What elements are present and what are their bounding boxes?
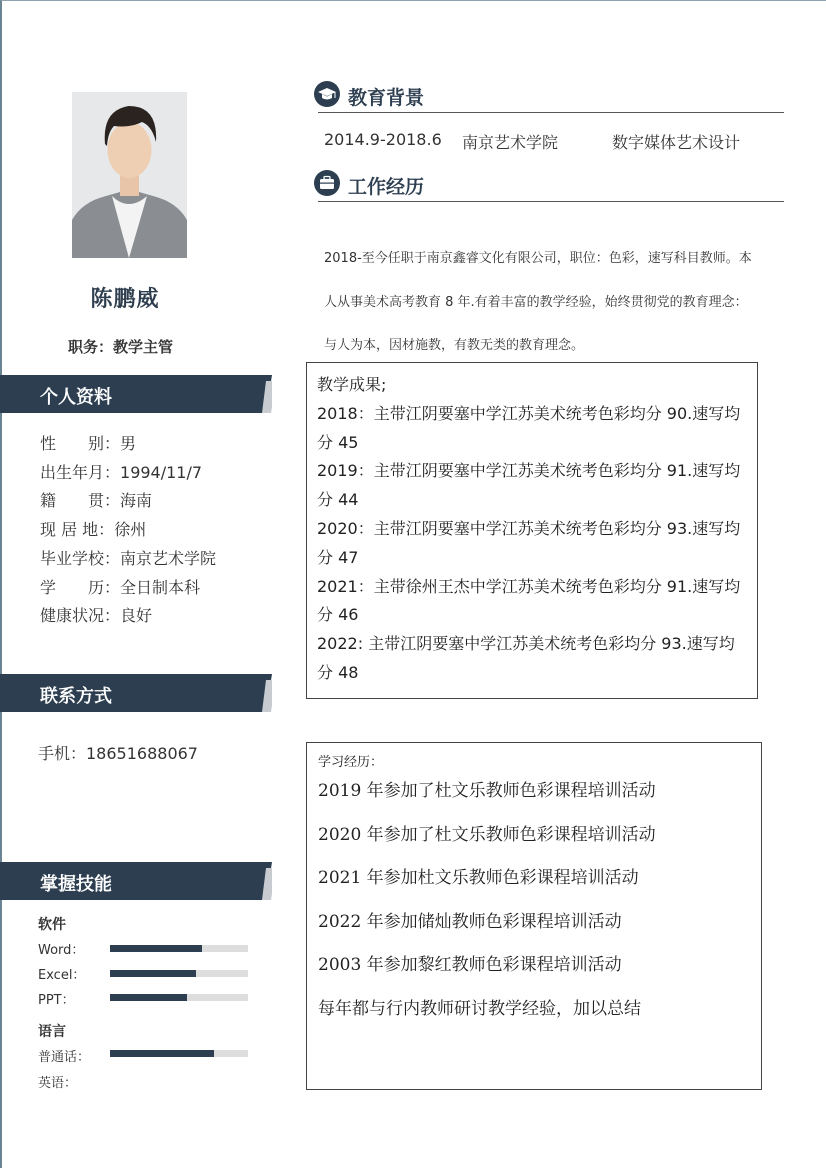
info-label: 现 居 地： bbox=[40, 520, 115, 539]
education-title: 教育背景 bbox=[348, 87, 425, 109]
achievement-line: 2018：主带江阴要塞中学江苏美术统考色彩均分 90.速写均 bbox=[317, 403, 741, 423]
achievement-line: 分 44 bbox=[317, 490, 359, 510]
study-title: 学习经历： bbox=[318, 755, 384, 770]
education-period: 2014.9-2018.6 bbox=[324, 130, 442, 149]
info-row-school bbox=[40, 546, 216, 569]
achievement-line: 2022: 主带江阴要塞中学江苏美术统考色彩均分 93.速写均 bbox=[317, 634, 735, 654]
info-label: 学 历： bbox=[40, 578, 121, 597]
skills-header bbox=[0, 862, 272, 900]
skill-label-word: Word： bbox=[38, 943, 85, 958]
work-description-line: 与人为本，因材施教，有教无类的教育理念。 bbox=[324, 338, 585, 353]
skill-bar-word bbox=[110, 945, 248, 952]
section-divider bbox=[318, 201, 784, 202]
achievement-line: 分 46 bbox=[317, 605, 359, 625]
skill-bar-excel bbox=[110, 970, 248, 977]
skill-bar-fill bbox=[110, 970, 196, 977]
software-category: 软件 bbox=[38, 917, 66, 933]
skill-label-excel: Excel： bbox=[38, 968, 86, 983]
work-description-line: 人从事美术高考教育 8 年.有着丰富的教学经验，始终贯彻党的教育理念： bbox=[324, 295, 748, 310]
study-box bbox=[306, 742, 762, 1090]
personal-info-title: 个人资料 bbox=[40, 387, 112, 408]
info-value: 良好 bbox=[120, 606, 153, 625]
study-item: 每年都与行内教师研讨教学经验，加以总结 bbox=[318, 998, 641, 1019]
achievement-line: 2021：主带徐州王杰中学江苏美术统考色彩均分 91.速写均 bbox=[317, 576, 741, 596]
contact-title: 联系方式 bbox=[40, 686, 112, 707]
achievement-line: 分 45 bbox=[317, 432, 359, 452]
info-row-origin bbox=[40, 488, 152, 511]
study-item: 2020 年参加了杜文乐教师色彩课程培训活动 bbox=[318, 824, 656, 845]
info-label: 毕业学校： bbox=[40, 549, 121, 568]
info-label: 性 别： bbox=[40, 434, 121, 453]
achievement-line: 2019：主带江阴要塞中学江苏美术统考色彩均分 91.速写均 bbox=[317, 461, 741, 481]
info-value: 男 bbox=[120, 434, 137, 453]
personal-info-header bbox=[0, 375, 272, 413]
info-row-gender bbox=[40, 431, 136, 454]
info-value: 徐州 bbox=[114, 520, 147, 539]
study-item: 2021 年参加杜文乐教师色彩课程培训活动 bbox=[318, 868, 639, 888]
info-value: 海南 bbox=[120, 491, 153, 510]
skills-title: 掌握技能 bbox=[40, 874, 112, 895]
achievements-title: 教学成果; bbox=[317, 375, 387, 394]
job-position: 职务：教学主管 bbox=[68, 338, 174, 356]
skill-bar-ppt bbox=[110, 994, 248, 1001]
info-row-health bbox=[40, 603, 152, 626]
achievement-line: 分 47 bbox=[317, 547, 359, 567]
profile-photo bbox=[72, 92, 187, 258]
skill-bar-mandarin bbox=[110, 1050, 248, 1057]
skill-bar-fill bbox=[110, 945, 202, 952]
info-row-residence bbox=[40, 517, 146, 540]
study-item: 2019 年参加了杜文乐教师色彩课程培训活动 bbox=[318, 781, 656, 801]
work-title: 工作经历 bbox=[348, 176, 425, 198]
contact-header bbox=[0, 674, 272, 712]
graduation-cap-icon bbox=[314, 81, 340, 107]
achievement-line: 分 48 bbox=[317, 662, 359, 682]
skill-bar-fill bbox=[110, 1050, 214, 1057]
info-value: 南京艺术学院 bbox=[120, 549, 217, 568]
achievements-box bbox=[306, 362, 758, 699]
info-label: 出生年月： bbox=[40, 463, 121, 482]
study-item: 2022 年参加储灿教师色彩课程培训活动 bbox=[318, 911, 622, 932]
phone-number: 手机：18651688067 bbox=[38, 744, 198, 763]
language-category: 语言 bbox=[38, 1024, 66, 1040]
skill-label-mandarin: 普通话： bbox=[38, 1050, 91, 1065]
education-school: 南京艺术学院 bbox=[462, 133, 559, 152]
work-description-line: 2018-至今任职于南京鑫睿文化有限公司，职位：色彩，速写科目教师。本 bbox=[324, 251, 752, 266]
skill-label-ppt: PPT： bbox=[38, 993, 75, 1008]
info-label: 健康状况： bbox=[40, 606, 121, 625]
study-item: 2003 年参加黎红教师色彩课程培训活动 bbox=[318, 955, 622, 975]
info-row-birth bbox=[40, 460, 202, 483]
info-value: 全日制本科 bbox=[120, 578, 201, 597]
achievement-line: 2020：主带江阴要塞中学江苏美术统考色彩均分 93.速写均 bbox=[317, 518, 741, 538]
briefcase-icon bbox=[314, 170, 340, 196]
info-row-degree bbox=[40, 575, 200, 598]
info-label: 籍 贯： bbox=[40, 491, 121, 510]
info-value: 1994/11/7 bbox=[120, 463, 203, 482]
skill-bar-fill bbox=[110, 994, 187, 1001]
skill-label-english: 英语： bbox=[38, 1076, 78, 1091]
section-divider bbox=[318, 112, 784, 113]
person-name: 陈鹏威 bbox=[90, 287, 160, 312]
education-major: 数字媒体艺术设计 bbox=[612, 133, 741, 152]
